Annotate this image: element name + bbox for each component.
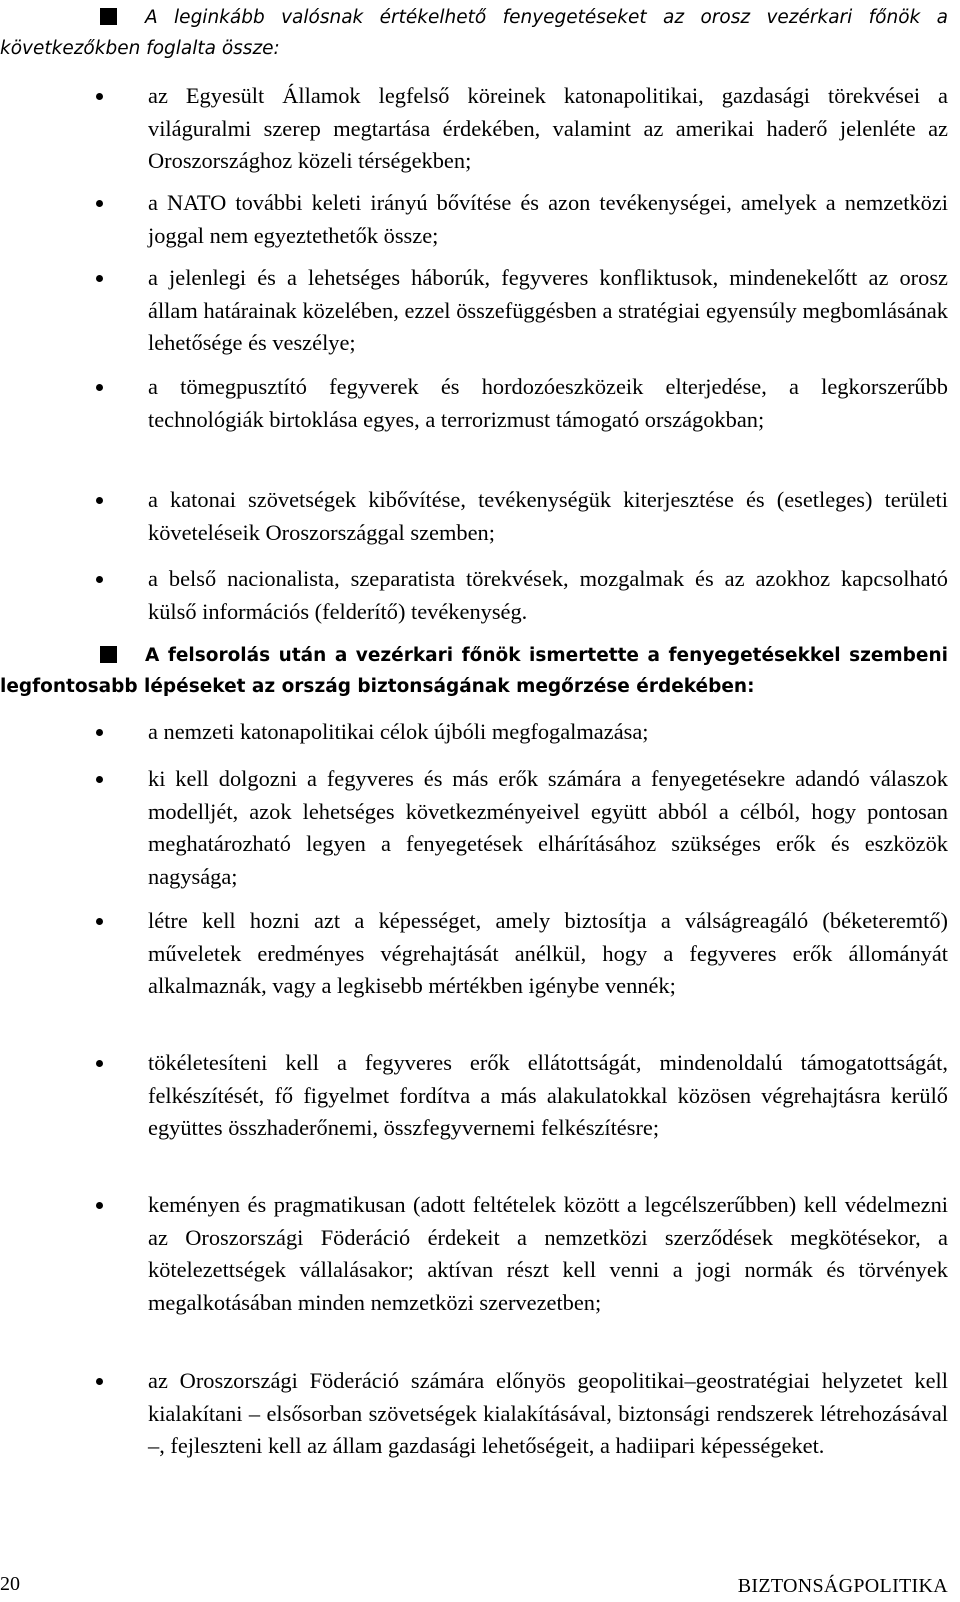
section-2-heading: [0, 640, 948, 702]
bullet-icon: [96, 384, 103, 391]
list-item-text: a nemzeti katonapolitikai célok újbóli megfogalmazása;: [148, 719, 649, 744]
list-item: [96, 1189, 948, 1319]
bullet-icon: [96, 776, 103, 783]
bullet-icon: [96, 576, 103, 583]
list-item-text: tökéletesíteni kell a fegyveres erők ellátottságát, mindenoldalú támogatottságát, felkészítését, fő figyelmet fordítva a más alakulatokkal közösen végrehajtásra kerülő együttes összhaderőnemi, összfegyvernemi felkészítésre;: [148, 1050, 948, 1140]
list-item: [96, 80, 948, 178]
list-item: [96, 187, 948, 252]
bullet-icon: [96, 200, 103, 207]
footer-divider: [0, 1567, 948, 1568]
list-item-text: keményen és pragmatikusan (adott feltételek között a legcélszerűbben) kell védelmezni az Oroszországi Föderáció érdekeit a nemzetközi szerződések megkötésekor, a kötelezettségek vállalásakor; aktívan részt kell venni a jogi normák és törvények megalkotásában minden nemzetközi szervezetben;: [148, 1192, 948, 1315]
bullet-icon: [96, 1202, 103, 1209]
square-bullet-icon: [100, 8, 117, 25]
list-item: [96, 1365, 948, 1463]
list-item: [96, 262, 948, 360]
running-footer-title: BIZTONSÁGPOLITIKA: [737, 1575, 948, 1597]
list-item: [96, 763, 948, 893]
list-item: [96, 371, 948, 436]
section-1-heading-text: A leginkább valósnak értékelhető fenyegetéseket az orosz vezérkari főnök a következőkben foglalta össze:: [0, 7, 948, 59]
list-item-text: a tömegpusztító fegyverek és hordozóeszközeik elterjedése, a legkorszerűbb technológiák birtoklása egyes, a terrorizmust támogató országokban;: [148, 374, 948, 432]
bullet-icon: [96, 1378, 103, 1385]
list-item: [96, 484, 948, 549]
bullet-icon: [96, 275, 103, 282]
list-item: [96, 716, 948, 749]
bullet-icon: [96, 93, 103, 100]
square-bullet-icon: [100, 646, 117, 663]
section-1-heading: [0, 2, 948, 64]
list-item-text: létre kell hozni azt a képességet, amely biztosítja a válságreagáló (béketeremtő) műveletek eredményes végrehajtását anélkül, hogy a fegyveres erők állományát alkalmaznák, vagy a legkisebb mértékben igénybe vennék;: [148, 908, 948, 998]
bullet-icon: [96, 918, 103, 925]
section-2-heading-text: A felsorolás után a vezérkari főnök ismertette a fenyegetésekkel szembeni legfontosabb lépéseket az ország biztonságának megőrzése érdekében:: [0, 645, 948, 697]
list-item-text: a jelenlegi és a lehetséges háborúk, fegyveres konfliktusok, mindenekelőtt az orosz állam határainak közelében, ezzel összefüggésben a stratégiai egyensúly megbomlásának lehetősége és veszélye;: [148, 265, 948, 355]
list-item: [96, 1047, 948, 1145]
list-item-text: a NATO további keleti irányú bővítése és azon tevékenységei, amelyek a nemzetközi joggal nem egyeztethetők össze;: [148, 190, 948, 248]
bullet-icon: [96, 1060, 103, 1067]
list-item-text: az Egyesült Államok legfelső köreinek katonapolitikai, gazdasági törekvései a világuralmi szerep megtartása érdekében, valamint az amerikai haderő jelenléte az Oroszországhoz közeli térségekben;: [148, 83, 948, 173]
list-item: [96, 563, 948, 628]
list-item-text: a belső nacionalista, szeparatista törekvések, mozgalmak és az azokhoz kapcsolható külső információs (felderítő) tevékenység.: [148, 566, 948, 624]
list-item-text: az Oroszországi Föderáció számára előnyös geopolitikai–geostratégiai helyzetet kell kialakítani – elsősorban szövetségek kialakításával, biztonsági rendszerek létrehozásával –, fejleszteni kell az állam gazdasági lehetőségeit, a hadiipari képességeket.: [148, 1368, 948, 1458]
page-number: 20: [0, 1573, 20, 1595]
list-item-text: ki kell dolgozni a fegyveres és más erők számára a fenyegetésekre adandó válaszok modelljét, azok lehetséges következményeivel együtt abból a célból, hogy pontosan meghatározható legyen a fenyegetések elhárításához szükséges erők és eszközök nagysága;: [148, 766, 948, 889]
list-item: [96, 905, 948, 1003]
bullet-icon: [96, 729, 103, 736]
list-item-text: a katonai szövetségek kibővítése, tevékenységük kiterjesztése és (esetleges) területi követeléseik Oroszországgal szemben;: [148, 487, 948, 545]
bullet-icon: [96, 497, 103, 504]
